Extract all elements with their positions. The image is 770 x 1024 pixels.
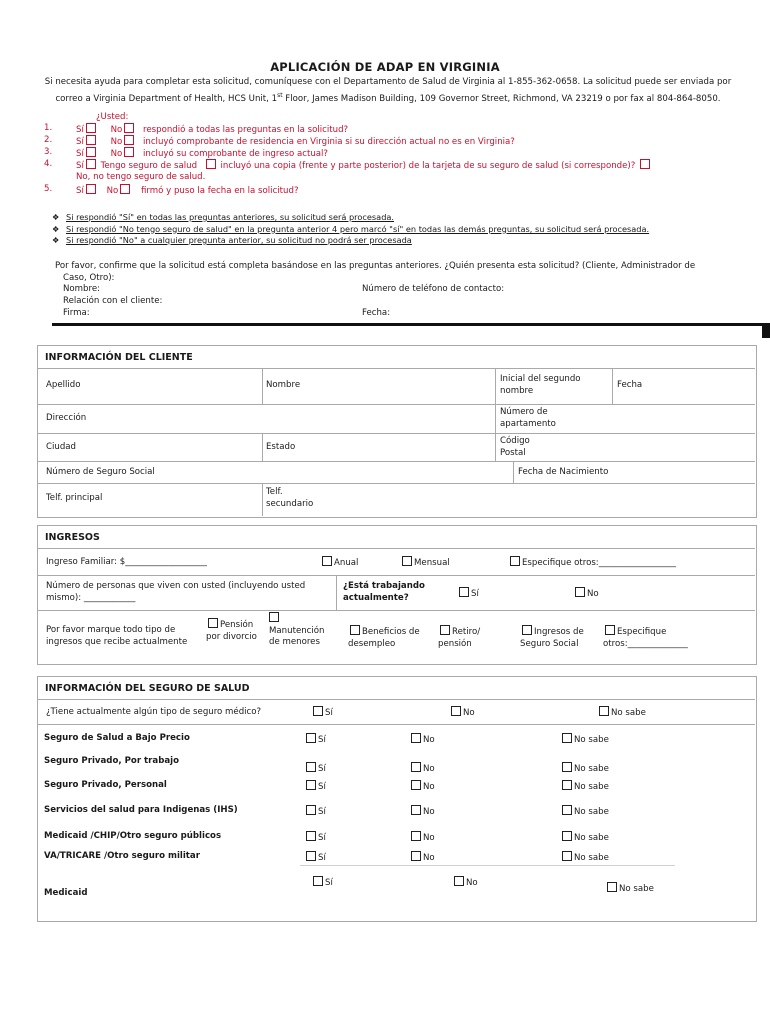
- no-insurance-text: No, no tengo seguro de salud.: [76, 172, 206, 182]
- insurance-type-medicaid: Medicaid: [44, 888, 88, 898]
- row-no[interactable]: No: [409, 805, 435, 817]
- note-3: ❖ Si respondió "No" a cualquier pregunta anterior, su solicitud no podrá ser procesada: [52, 235, 412, 245]
- contact-phone-label[interactable]: Número de teléfono de contacto:: [362, 284, 505, 294]
- unknown-checkbox: [562, 805, 572, 815]
- checklist-item-3: Sí No incluyó su comprobante de ingreso actual?: [76, 149, 328, 159]
- employed-no-option[interactable]: No: [573, 587, 599, 599]
- unemployment-checkbox: [350, 625, 360, 635]
- unknown-checkbox: [562, 851, 572, 861]
- employed-no-checkbox: [575, 587, 585, 597]
- no-checkbox: [454, 876, 464, 886]
- yes-checkbox: [313, 876, 323, 886]
- row-yes[interactable]: Sí: [311, 876, 333, 888]
- monthly-option[interactable]: Mensual: [400, 556, 450, 568]
- row-yes[interactable]: Sí: [304, 851, 326, 863]
- yes-checkbox[interactable]: [86, 123, 96, 133]
- unemployment-option[interactable]: Beneficios de desempleo: [348, 627, 420, 649]
- employed-question: ¿Está trabajando actualmente?: [343, 581, 425, 603]
- no-checkbox[interactable]: [124, 135, 134, 145]
- retirement-checkbox: [440, 625, 450, 635]
- income-types-label: Por favor marque todo tipo de ingresos que recibe actualmente: [46, 625, 188, 647]
- row-unknown[interactable]: No sabe: [605, 882, 654, 894]
- row-unknown[interactable]: No sabe: [560, 831, 609, 843]
- copy-checkbox[interactable]: [640, 159, 650, 169]
- state-field[interactable]: Estado: [266, 442, 296, 452]
- annual-option[interactable]: Anual: [320, 556, 358, 568]
- date-field[interactable]: Fecha: [617, 380, 643, 390]
- has-insurance-no[interactable]: No: [449, 706, 475, 718]
- monthly-checkbox: [402, 556, 412, 566]
- row-no[interactable]: No: [409, 762, 435, 774]
- child-support-checkbox: [269, 612, 279, 622]
- checklist-item-5: Sí No firmó y puso la fecha en la solicitud?: [76, 186, 299, 196]
- confirmation-section: Por favor, confirme que la solicitud está completa basándose en las preguntas anteriores. ¿Quién presenta esta solicitud? (Cliente, Administrador de Caso, Otro):: [55, 261, 696, 283]
- diamond-bullet-icon: ❖: [52, 212, 60, 222]
- processing-notes: [52, 212, 649, 247]
- first-name-field[interactable]: Nombre: [266, 380, 301, 390]
- unknown-checkbox: [607, 882, 617, 892]
- row-no[interactable]: No: [409, 780, 435, 792]
- has-insurance-question: ¿Tiene actualmente algún tipo de seguro médico?: [46, 707, 262, 717]
- insurance-type-personal: Seguro Privado, Personal: [44, 780, 167, 790]
- unknown-checkbox: [562, 762, 572, 772]
- row-unknown[interactable]: No sabe: [560, 762, 609, 774]
- insurance-type-ihs: Servicios del salud para Indigenas (IHS): [44, 805, 238, 815]
- child-support-option[interactable]: Manutención de menores: [269, 612, 331, 649]
- item-number: 4.: [44, 159, 53, 169]
- row-no[interactable]: No: [452, 876, 478, 888]
- no-checkbox: [411, 733, 421, 743]
- no-checkbox: [411, 780, 421, 790]
- unknown-checkbox: [562, 780, 572, 790]
- employed-yes-checkbox: [459, 587, 469, 597]
- insurance-type-medicaid-chip: Medicaid /CHIP/Otro seguro públicos: [44, 831, 222, 841]
- has-insurance-yes[interactable]: Sí: [311, 706, 333, 718]
- insurance-section-heading: INFORMACIÓN DEL SEGURO DE SALUD: [45, 683, 250, 694]
- date-label[interactable]: Fecha:: [362, 308, 391, 318]
- intro-line-1: Si necesita ayuda para completar esta solicitud, comuníquese con el Departamento de Salud de Virginia al 1-855-362-0658. La solicitud puede ser enviada por: [44, 77, 732, 87]
- social-security-checkbox: [522, 625, 532, 635]
- alimony-option[interactable]: Pensión por divorcio: [206, 620, 257, 642]
- yes-checkbox: [306, 733, 316, 743]
- row-yes[interactable]: Sí: [304, 780, 326, 792]
- yes-checkbox: [313, 706, 323, 716]
- yes-checkbox: [306, 831, 316, 841]
- unknown-checkbox: [599, 706, 609, 716]
- city-field[interactable]: Ciudad: [46, 442, 77, 452]
- row-yes[interactable]: Sí: [304, 831, 326, 843]
- note-1: ❖ Si respondió "Sí" en todas las preguntas anteriores, su solicitud será procesada.: [52, 212, 395, 222]
- note-2: ❖ Si respondió "No tengo seguro de salud" en la pregunta anterior 4 pero marcó "sí" en todas las demás preguntas, su solicitud será procesada.: [52, 223, 650, 234]
- section-divider: [52, 323, 770, 326]
- no-checkbox: [411, 851, 421, 861]
- intro-line-2: correo a Virginia Department of Health, HCS Unit, 1st Floor, James Madison Building, 109 Governor Street, Richmond, VA 23219 o por fax al 804-864-8050.: [55, 92, 721, 104]
- alimony-checkbox: [208, 618, 218, 628]
- checklist-item-4: Sí Tengo seguro de salud incluyó una copia (frente y parte posterior) de la tarjeta de su seguro de salud (si corresponde)?: [76, 159, 652, 172]
- item-number: 1.: [44, 123, 53, 133]
- row-unknown[interactable]: No sabe: [560, 805, 609, 817]
- no-checkbox[interactable]: [120, 184, 130, 194]
- yes-checkbox[interactable]: [86, 184, 96, 194]
- unknown-checkbox: [562, 733, 572, 743]
- intro-text: [28, 76, 748, 106]
- other-types-checkbox: [605, 625, 615, 635]
- employed-yes-option[interactable]: Sí: [457, 587, 479, 599]
- row-unknown[interactable]: No sabe: [560, 780, 609, 792]
- client-info-box: [37, 345, 757, 518]
- yes-checkbox[interactable]: [86, 135, 96, 145]
- address-field[interactable]: Dirección: [46, 413, 87, 423]
- yes-checkbox: [306, 762, 316, 772]
- zip-field[interactable]: Código Postal: [500, 436, 530, 458]
- diamond-bullet-icon: ❖: [52, 235, 60, 245]
- has-insurance-unknown[interactable]: No sabe: [597, 706, 646, 718]
- submitter-name-label[interactable]: Nombre:: [63, 284, 101, 294]
- yes-checkbox[interactable]: [86, 147, 96, 157]
- no-checkbox: [411, 762, 421, 772]
- relationship-label[interactable]: Relación con el cliente:: [63, 296, 163, 306]
- annual-checkbox: [322, 556, 332, 566]
- row-unknown[interactable]: No sabe: [560, 851, 609, 863]
- row-yes[interactable]: Sí: [304, 805, 326, 817]
- insurance-type-low-cost: Seguro de Salud a Bajo Precio: [44, 733, 190, 743]
- no-checkbox[interactable]: [124, 147, 134, 157]
- divider-corner: [762, 326, 770, 338]
- unknown-checkbox: [562, 831, 572, 841]
- secondary-phone-field[interactable]: Telf. secundario: [266, 487, 314, 509]
- no-checkbox: [411, 805, 421, 815]
- row-no[interactable]: No: [409, 831, 435, 843]
- last-name-field[interactable]: Apellido: [46, 380, 81, 390]
- income-section-heading: INGRESOS: [45, 532, 100, 543]
- item-number: 2.: [44, 135, 53, 145]
- checklist-item-1: Sí No respondió a todas las preguntas en la solicitud?: [76, 125, 349, 135]
- item-number: 5.: [44, 184, 53, 194]
- yes-checkbox: [306, 851, 316, 861]
- apartment-field[interactable]: Número de apartamento: [500, 407, 556, 429]
- insurance-type-employer: Seguro Privado, Por trabajo: [44, 756, 179, 766]
- diamond-bullet-icon: ❖: [52, 223, 60, 234]
- insurance-checkbox[interactable]: [206, 159, 216, 169]
- primary-phone-field[interactable]: Telf. principal: [46, 493, 103, 503]
- no-checkbox[interactable]: [124, 123, 134, 133]
- no-checkbox: [451, 706, 461, 716]
- retirement-option[interactable]: Retiro/ pensión: [438, 627, 481, 649]
- family-income-field[interactable]: Ingreso Familiar: $___________________: [46, 557, 207, 567]
- document-title: APLICACIÓN DE ADAP EN VIRGINIA: [270, 60, 500, 74]
- row-yes[interactable]: Sí: [304, 762, 326, 774]
- item-number: 3.: [44, 147, 53, 157]
- insurance-type-military: VA/TRICARE /Otro seguro militar: [44, 851, 200, 861]
- signature-label[interactable]: Firma:: [63, 308, 90, 318]
- other-income-option[interactable]: Especifique otros:__________________: [508, 556, 676, 568]
- client-section-heading: INFORMACIÓN DEL CLIENTE: [45, 352, 193, 363]
- row-yes[interactable]: Sí: [304, 733, 326, 745]
- row-no[interactable]: No: [409, 733, 435, 745]
- yes-checkbox: [306, 805, 316, 815]
- social-security-option[interactable]: Ingresos de Seguro Social: [520, 627, 584, 649]
- no-checkbox: [411, 831, 421, 841]
- household-size-field[interactable]: Número de personas que viven con usted (incluyendo usted mismo): ____________: [46, 581, 306, 603]
- row-no[interactable]: No: [409, 851, 435, 863]
- ssn-field[interactable]: Número de Seguro Social: [46, 467, 155, 477]
- other-checkbox: [510, 556, 520, 566]
- checklist-heading: ¿Usted:: [96, 112, 129, 122]
- yes-checkbox: [306, 780, 316, 790]
- birthdate-field[interactable]: Fecha de Nacimiento: [518, 467, 609, 477]
- yes-checkbox[interactable]: [86, 159, 96, 169]
- middle-initial-field[interactable]: Inicial del segundo nombre: [500, 374, 581, 396]
- row-unknown[interactable]: No sabe: [560, 733, 609, 745]
- checklist-item-2: Sí No incluyó comprobante de residencia en Virginia si su dirección actual no es en Virginia?: [76, 137, 515, 147]
- other-types-option[interactable]: Especifique otros:______________: [603, 627, 688, 649]
